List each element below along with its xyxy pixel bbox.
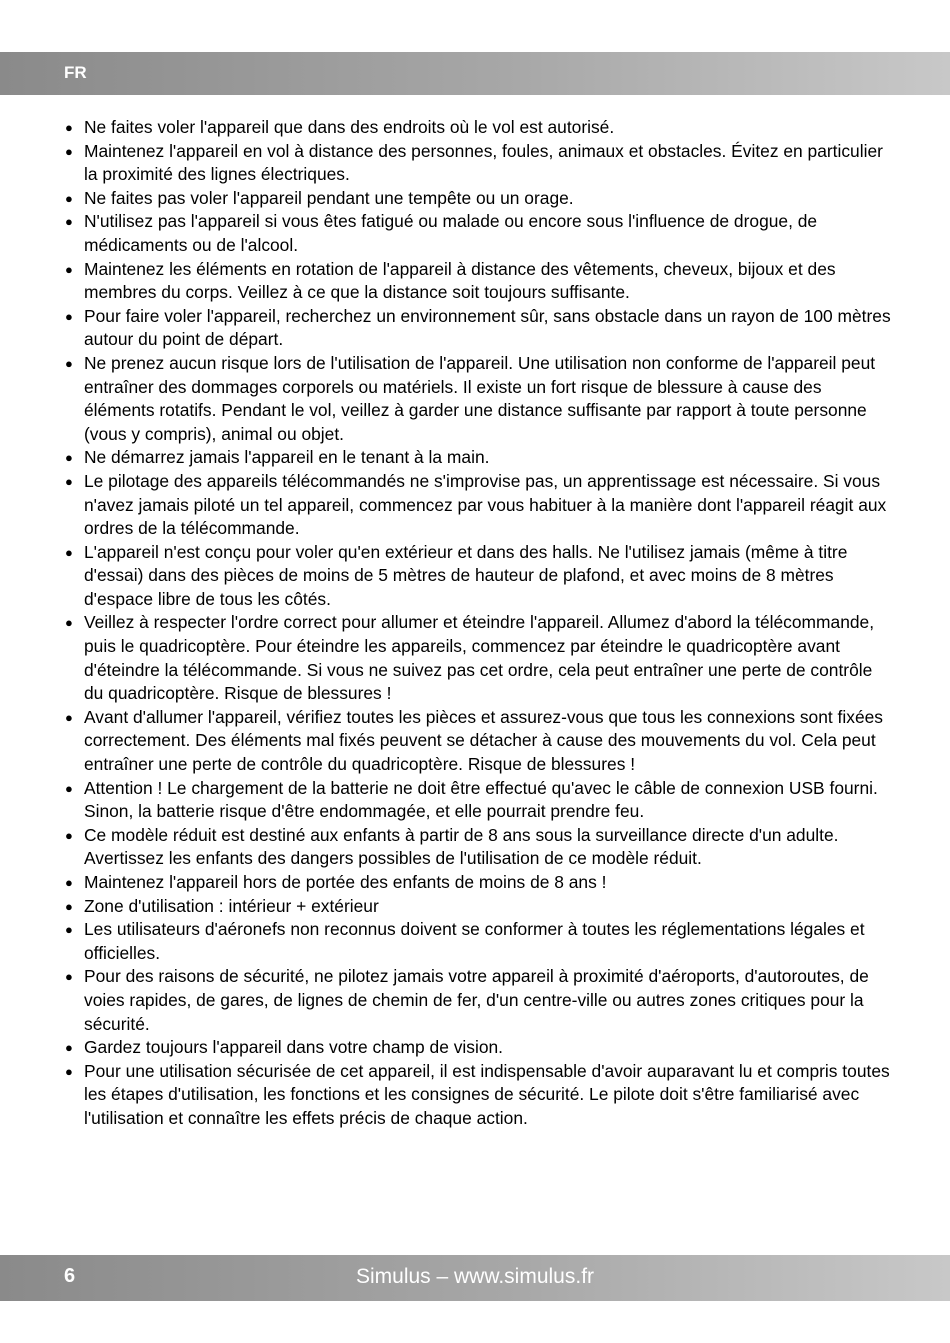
bullet-icon: ● bbox=[65, 615, 73, 631]
language-label: FR bbox=[64, 63, 87, 82]
bullet-icon: ● bbox=[65, 875, 73, 890]
list-item bbox=[62, 258, 892, 305]
list-item-text: Veillez à respecter l'ordre correct pour allumer et éteindre l'appareil. Allumez d'abord la télécommande, puis le quadricoptère. Pour éteindre les appareils, commencez par éteindre le quadricoptère avant d'éteindre la télécommande. Si vous ne suivez pas cet ordre, cela peut entraîner une perte de contrôle du quadricoptère. Risque de blessures ! bbox=[84, 612, 875, 704]
list-item-text: Ce modèle réduit est destiné aux enfants à partir de 8 ans sous la surveillance directe d'un adulte. Avertissez les enfants des dangers possibles de l'utilisation de ce modèle réduit. bbox=[84, 824, 839, 869]
list-item-text: Maintenez l'appareil en vol à distance des personnes, foules, animaux et obstacles. Évitez en particulier la proximité des lignes électriques. bbox=[84, 140, 883, 185]
bullet-icon: ● bbox=[65, 709, 73, 725]
safety-instructions bbox=[62, 116, 892, 1131]
list-item bbox=[62, 1060, 892, 1131]
list-item bbox=[62, 116, 892, 140]
bullet-list bbox=[62, 116, 892, 1131]
bullet-icon: ● bbox=[65, 898, 73, 914]
list-item bbox=[62, 541, 892, 612]
list-item-text: Les utilisateurs d'aéronefs non reconnus doivent se conformer à toutes les réglementations légales et officielles. bbox=[84, 919, 865, 963]
footer-bar bbox=[0, 1255, 950, 1301]
header-bar bbox=[0, 52, 950, 95]
list-item-text: Pour une utilisation sécurisée de cet appareil, il est indispensable d'avoir auparavant lu et compris toutes les étapes d'utilisation, les fonctions et les consignes de sécurité. Le pilote doit s'être familiarisé avec l'utilisation et connaître les effets précis de chaque action. bbox=[84, 1060, 890, 1128]
list-item-text: Gardez toujours l'appareil dans votre champ de vision. bbox=[84, 1037, 503, 1058]
list-item bbox=[62, 706, 892, 777]
list-item-text: Zone d'utilisation : intérieur + extérieur bbox=[84, 895, 379, 916]
list-item-text: N'utilisez pas l'appareil si vous êtes fatigué ou malade ou encore sous l'influence de drogue, de médicaments ou de l'alcool. bbox=[84, 211, 818, 255]
bullet-icon: ● bbox=[65, 261, 73, 277]
list-item-text: Maintenez l'appareil hors de portée des enfants de moins de 8 ans ! bbox=[84, 872, 607, 892]
bullet-icon: ● bbox=[65, 922, 73, 938]
list-item bbox=[62, 446, 892, 470]
list-item bbox=[62, 352, 892, 446]
list-item bbox=[62, 305, 892, 352]
list-item bbox=[62, 611, 892, 705]
list-item bbox=[62, 965, 892, 1036]
bullet-icon: ● bbox=[65, 1040, 73, 1056]
list-item bbox=[62, 777, 892, 824]
list-item bbox=[62, 871, 892, 895]
list-item bbox=[62, 210, 892, 257]
footer-text: Simulus – www.simulus.fr bbox=[355, 1265, 595, 1288]
list-item bbox=[62, 1036, 892, 1060]
bullet-icon: ● bbox=[65, 1063, 73, 1079]
list-item-text: Avant d'allumer l'appareil, vérifiez toutes les pièces et assurez-vous que tous les connexions sont fixées correctement. Des éléments mal fixés peuvent se détacher à cause des mouvements du vol. Cela peut entraîner une perte de contrôle du quadricoptère. Risque de blessures ! bbox=[84, 706, 883, 775]
list-item-text: Ne démarrez jamais l'appareil en le tenant à la main. bbox=[84, 447, 490, 468]
page-number: 6 bbox=[64, 1265, 76, 1287]
bullet-icon: ● bbox=[65, 544, 73, 560]
list-item bbox=[62, 918, 892, 965]
bullet-icon: ● bbox=[65, 214, 73, 230]
list-item bbox=[62, 470, 892, 541]
list-item bbox=[62, 824, 892, 871]
list-item-text: Ne faites pas voler l'appareil pendant une tempête ou un orage. bbox=[84, 187, 574, 208]
bullet-icon: ● bbox=[65, 780, 73, 796]
bullet-icon: ● bbox=[65, 120, 73, 135]
list-item-text: Ne prenez aucun risque lors de l'utilisation de l'appareil. Une utilisation non conforme de l'appareil peut entraîner des dommages corporels ou matériels. Il existe un fort risque de blessure à cause des éléments rotatifs. Pendant le vol, veillez à garder une distance suffisante par rapport à toute personne (vous y compris), animal ou objet. bbox=[84, 352, 876, 444]
bullet-icon: ● bbox=[65, 143, 73, 159]
list-item-text: L'appareil n'est conçu pour voler qu'en extérieur et dans des halls. Ne l'utilisez jamais (même à titre d'essai) dans des pièces de moins de 5 mètres de hauteur de plafond, et avec moins de 8 mètres d'espace libre de tous les côtés. bbox=[84, 541, 848, 609]
list-item bbox=[62, 140, 892, 187]
list-item-text: Pour des raisons de sécurité, ne pilotez jamais votre appareil à proximité d'aéroports, d'autoroutes, de voies rapides, de gares, de lignes de chemin de fer, d'un centre-ville ou autres zones critiques pour la sécurité. bbox=[84, 966, 869, 1034]
list-item-text: Maintenez les éléments en rotation de l'appareil à distance des vêtements, cheveux, bijoux et des membres du corps. Veillez à ce que la distance soit toujours suffisante. bbox=[84, 258, 836, 303]
bullet-icon: ● bbox=[65, 190, 73, 206]
bullet-icon: ● bbox=[65, 308, 73, 324]
list-item-text: Attention ! Le chargement de la batterie ne doit être effectué qu'avec le câble de connexion USB fourni. Sinon, la batterie risque d'être endommagée, et elle pourrait prendre feu. bbox=[84, 777, 878, 822]
list-item bbox=[62, 187, 892, 211]
bullet-icon: ● bbox=[65, 355, 73, 371]
list-item bbox=[62, 895, 892, 919]
list-item-text: Ne faites voler l'appareil que dans des endroits où le vol est autorisé. bbox=[84, 117, 615, 137]
bullet-icon: ● bbox=[65, 450, 73, 466]
list-item-text: Pour faire voler l'appareil, recherchez un environnement sûr, sans obstacle dans un rayon de 100 mètres autour du point de départ. bbox=[84, 305, 891, 350]
bullet-icon: ● bbox=[65, 473, 73, 489]
bullet-icon: ● bbox=[65, 827, 73, 843]
list-item-text: Le pilotage des appareils télécommandés ne s'improvise pas, un apprentissage est nécessaire. Si vous n'avez jamais piloté un tel appareil, commencez par vous habituer à la manière dont l'appareil réagit aux ordres de la télécommande. bbox=[84, 470, 887, 539]
bullet-icon: ● bbox=[65, 969, 73, 985]
